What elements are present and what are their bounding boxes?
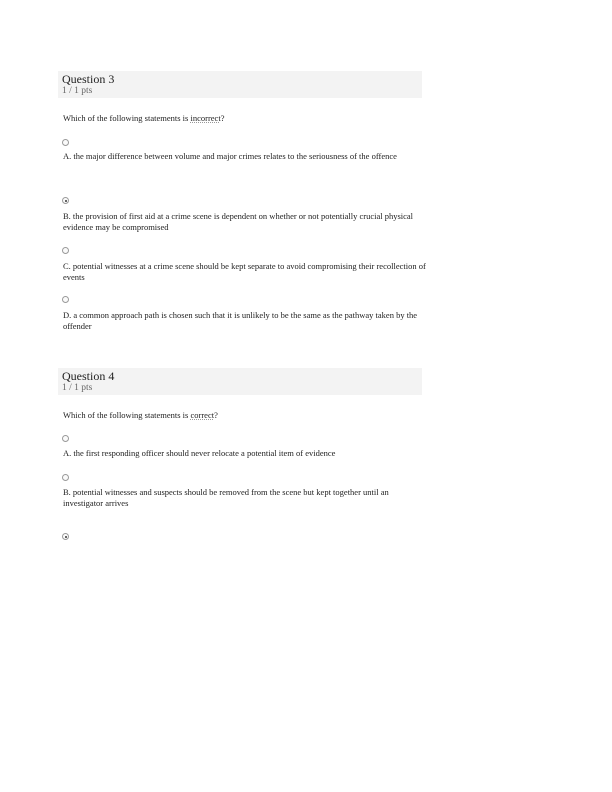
question-points: 1 / 1 pts xyxy=(62,383,93,393)
question-points: 1 / 1 pts xyxy=(62,86,93,96)
question-title: Question 3 xyxy=(62,72,115,86)
answer-text-q3-b: B. the provision of first aid at a crime scene is dependent on whether or not potentially crucial physical evidence may be compromised xyxy=(63,211,414,232)
question-prompt xyxy=(63,113,224,124)
prompt-punct: ? xyxy=(220,113,225,123)
answer-radio-q4-c[interactable] xyxy=(62,533,69,540)
prompt-text: Which of the following statements is xyxy=(63,410,191,420)
question-title: Question 4 xyxy=(62,369,115,383)
answer-text-q3-c: C. potential witnesses at a crime scene should be kept separate to avoid compromising their recollection of events xyxy=(63,261,426,282)
question-prompt xyxy=(63,410,218,421)
answer-text-q3-a: A. the major difference between volume and major crimes relates to the seriousness of the offence xyxy=(63,151,397,161)
answer-radio-q3-c[interactable] xyxy=(62,247,69,254)
prompt-punct: ? xyxy=(214,410,218,420)
answer-radio-q4-b[interactable] xyxy=(62,474,69,481)
answer-radio-q4-a[interactable] xyxy=(62,435,69,442)
prompt-text: Which of the following statements is xyxy=(63,113,191,123)
question-3-header xyxy=(58,71,422,98)
answer-radio-q3-d[interactable] xyxy=(62,296,69,303)
answer-radio-q3-a[interactable] xyxy=(62,139,69,146)
answer-text-q3-d: D. a common approach path is chosen such that it is unlikely to be the same as the pathway taken by the offender xyxy=(63,310,418,331)
prompt-keyword: correct xyxy=(190,410,215,420)
answer-text-q4-b: B. potential witnesses and suspects should be removed from the scene but kept together until an investigator arrives xyxy=(63,487,389,508)
prompt-keyword: incorrect xyxy=(190,113,221,123)
answer-text-q4-a: A. the first responding officer should never relocate a potential item of evidence xyxy=(63,448,336,458)
answer-radio-q3-b[interactable] xyxy=(62,197,69,204)
question-4-header xyxy=(58,368,422,395)
